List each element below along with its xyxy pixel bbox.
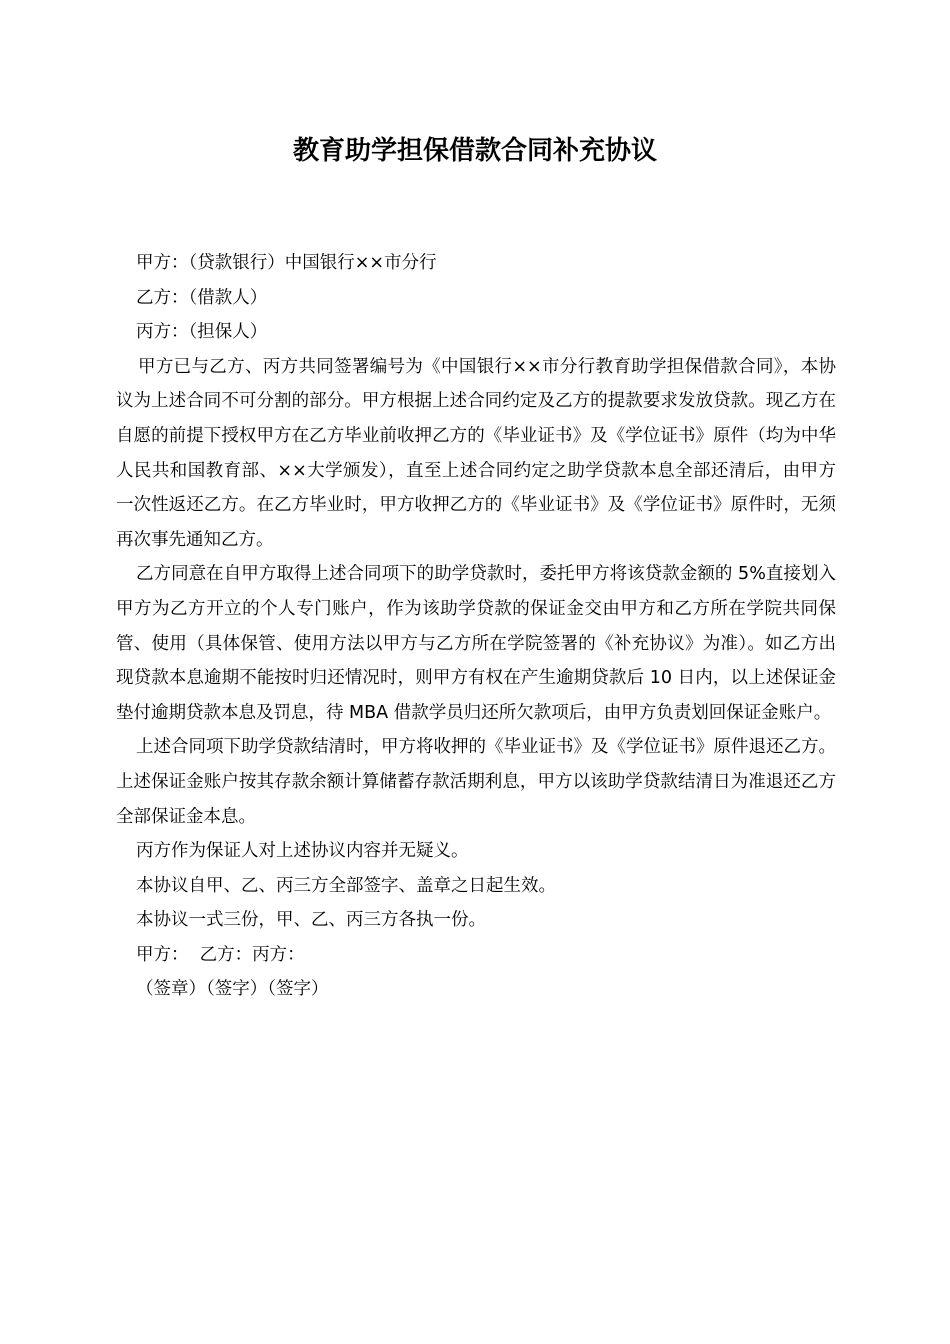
signature-marks: （签章）（签字）（签字） bbox=[136, 979, 329, 1000]
document-title: 教育助学担保借款合同补充协议 bbox=[292, 136, 657, 166]
party-a-line: 甲方：（贷款银行）中国银行××市分行 bbox=[136, 253, 437, 273]
paragraph-settlement: 上述合同项下助学贷款结清时，甲方将收押的《毕业证书》及《学位证书》原件退还乙方。上述保证金账户按其存款余额计算储蓄存款活期利息，甲方以该助学贷款结清日为准退还乙方全部保证金本息。 bbox=[116, 737, 836, 827]
signature-labels: 甲方： 乙方：丙方： bbox=[136, 944, 305, 965]
paragraph-authorization: 甲方已与乙方、丙方共同签署编号为《中国银行××市分行教育助学担保借款合同》，本协议为上述合同不可分割的部分。甲方根据上述合同约定及乙方的提款要求发放贷款。现乙方在自愿的前提下授权甲方在乙方毕业前收押乙方的《毕业证书》及《学位证书》原件（均为中华人民共和国教育部、××大学颁发），直至上述合同约定之助学贷款本息全部还清后，由甲方一次性返还乙方。在乙方毕业时，甲方收押乙方的《毕业证书》及《学位证书》原件时，无须再次事先通知乙方。 bbox=[116, 356, 836, 550]
party-b-line: 乙方：（借款人） bbox=[136, 287, 268, 308]
paragraph-copies: 本协议一式三份，甲、乙、丙三方各执一份。 bbox=[136, 910, 486, 931]
paragraph-guarantor: 丙方作为保证人对上述协议内容并无疑义。 bbox=[136, 841, 469, 862]
document-body bbox=[116, 246, 836, 1007]
paragraph-deposit: 乙方同意在自甲方取得上述合同项下的助学贷款时，委托甲方将该贷款金额的 5%直接划入甲方为乙方开立的个人专门账户，作为该助学贷款的保证金交由甲方和乙方所在学院共同保管、使用（具体保管、使用方法以甲方与乙方所在学院签署的《补充协议》为准）。如乙方出现贷款本息逾期不能按时归还情况时，则甲方有权在产生逾期贷款后 10 日内，以上述保证金垫付逾期贷款本息及罚息，待 MBA 借款学员归还所欠款项后，由甲方负责划回保证金账户。 bbox=[116, 564, 836, 723]
paragraph-effective: 本协议自甲、乙、丙三方全部签字、盖章之日起生效。 bbox=[136, 875, 556, 896]
party-c-line: 丙方：（担保人） bbox=[136, 322, 268, 343]
